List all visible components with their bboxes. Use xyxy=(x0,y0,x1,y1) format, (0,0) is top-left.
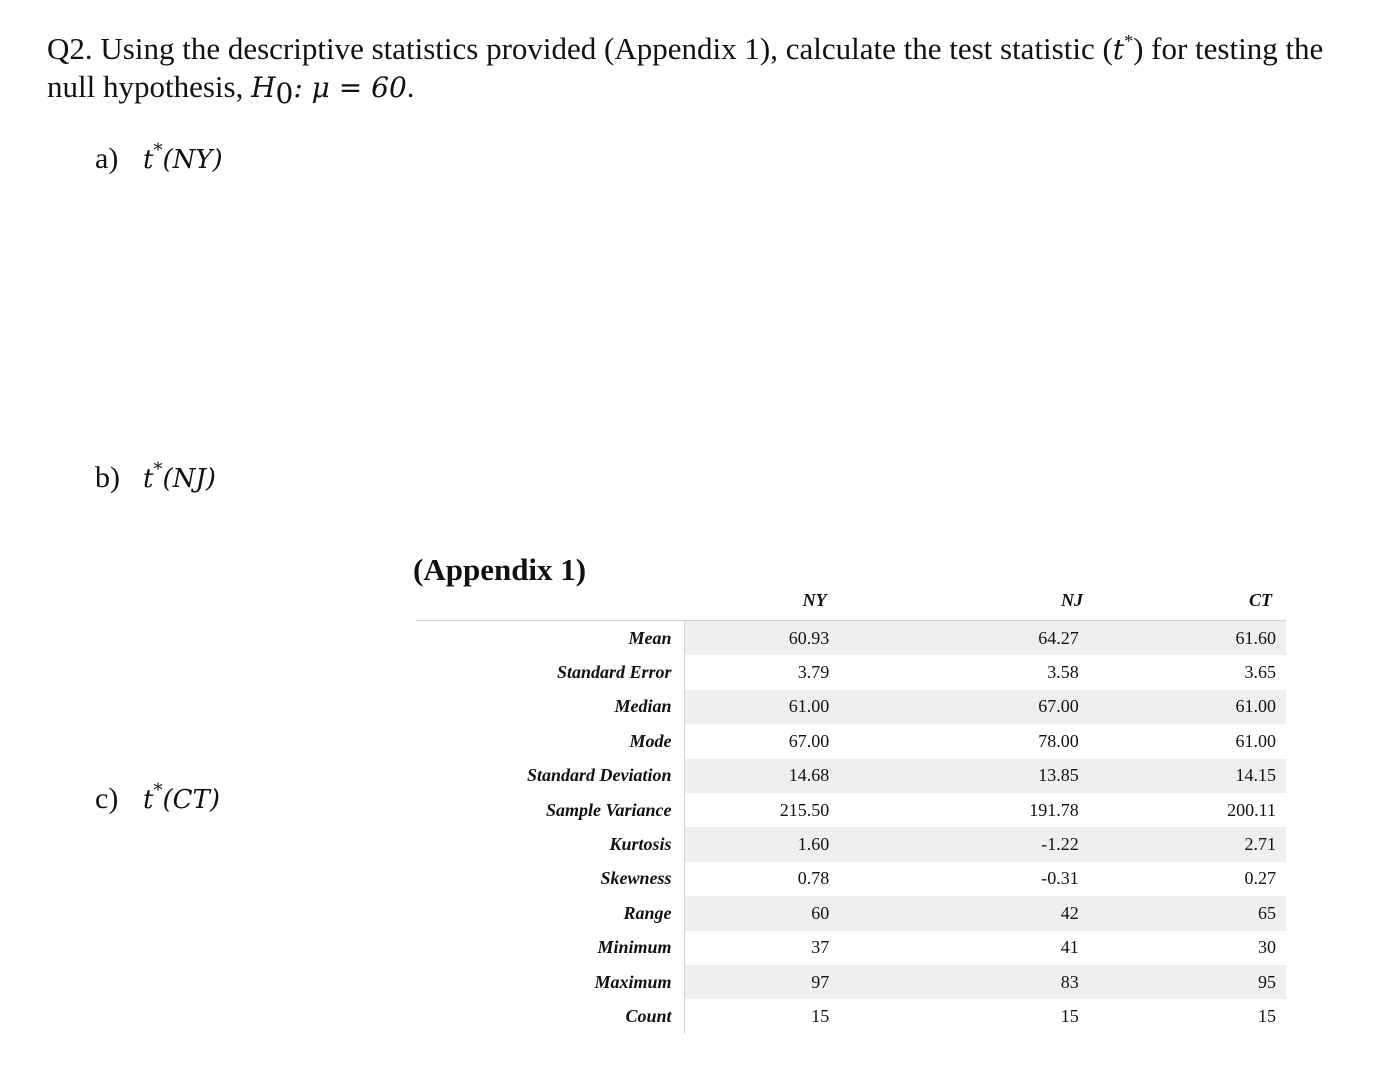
table-row xyxy=(416,759,1286,793)
cell-ct: 15 xyxy=(1258,1005,1276,1026)
question-intro: Q2. Using the descriptive statistics provided (Appendix 1), calculate the test statistic ( xyxy=(47,31,1113,66)
row-label: Mean xyxy=(416,621,684,656)
cell-ny: 1.60 xyxy=(684,827,925,861)
table-row xyxy=(416,655,1286,689)
cell-nj: 15 xyxy=(1060,1005,1079,1026)
cell-ct: 200.11 xyxy=(1227,799,1276,820)
table-header-row xyxy=(416,580,1286,621)
row-label: Kurtosis xyxy=(416,827,684,861)
table-row xyxy=(416,793,1286,827)
cell-nj: -1.22 xyxy=(925,827,1189,861)
hypothesis-value: : μ = 60 xyxy=(293,71,407,104)
cell-nj: 64.27 xyxy=(925,621,1189,656)
row-label: Sample Variance xyxy=(416,793,684,827)
cell-ct: 95 xyxy=(1189,965,1286,999)
row-label: Mode xyxy=(416,724,684,758)
cell-nj: 78.00 xyxy=(1038,730,1079,751)
row-label: Count xyxy=(416,999,684,1033)
table-row xyxy=(416,621,1286,656)
cell-ny: 97 xyxy=(684,965,925,999)
cell-ny: 3.79 xyxy=(797,662,830,683)
cell-ny: 14.68 xyxy=(684,759,925,793)
table-row xyxy=(416,724,1286,758)
cell-ny: 67.00 xyxy=(788,730,830,751)
table-corner xyxy=(416,580,684,621)
part-a-expression: t*(NY) xyxy=(143,140,223,175)
table-row xyxy=(416,690,1286,724)
cell-ct: 61.00 xyxy=(1235,730,1276,751)
cell-nj: 3.58 xyxy=(1047,662,1079,683)
cell-ct: 0.27 xyxy=(1244,868,1276,889)
t-star: * xyxy=(1124,31,1134,51)
h-symbol: H xyxy=(251,71,276,104)
cell-ny: 61.00 xyxy=(684,690,925,724)
cell-ct: 3.65 xyxy=(1244,662,1276,683)
row-label: Range xyxy=(416,896,684,930)
row-label: Maximum xyxy=(416,965,684,999)
table-row xyxy=(416,965,1286,999)
part-c xyxy=(95,782,220,817)
part-c-expression: t*(CT) xyxy=(143,780,220,815)
part-a xyxy=(95,142,223,177)
h-subscript: 0 xyxy=(275,77,294,110)
cell-ct: 61.00 xyxy=(1189,690,1286,724)
cell-ct: 14.15 xyxy=(1189,759,1286,793)
cell-ny: 0.78 xyxy=(797,868,830,889)
cell-ct: 2.71 xyxy=(1189,827,1286,861)
table-row xyxy=(416,862,1286,896)
row-label: Standard Deviation xyxy=(416,759,684,793)
question-text xyxy=(47,30,1347,110)
question-end: . xyxy=(406,69,415,104)
cell-ny: 37 xyxy=(811,937,830,958)
column-header-ny: NY xyxy=(802,589,827,610)
cell-ny: 215.50 xyxy=(779,799,830,820)
part-b xyxy=(95,461,216,496)
cell-nj: 41 xyxy=(1060,937,1079,958)
question-middle: ) for testing the null hypothesis, xyxy=(47,31,1324,104)
cell-ny: 15 xyxy=(811,1005,830,1026)
cell-ct: 61.60 xyxy=(1189,621,1286,656)
table-row xyxy=(416,896,1286,930)
table-row xyxy=(416,827,1286,861)
table-row xyxy=(416,999,1286,1033)
cell-ct: 65 xyxy=(1189,896,1286,930)
cell-ct: 30 xyxy=(1258,937,1276,958)
cell-nj: 191.78 xyxy=(1029,799,1079,820)
column-header-ct: CT xyxy=(1248,589,1272,610)
part-b-letter: b) xyxy=(95,461,120,494)
row-label: Minimum xyxy=(416,931,684,965)
cell-nj: 83 xyxy=(925,965,1189,999)
part-b-expression: t*(NJ) xyxy=(143,459,216,494)
column-header-nj: NJ xyxy=(1060,589,1083,610)
t-symbol: t xyxy=(1112,33,1125,66)
cell-ny: 60.93 xyxy=(684,621,925,656)
cell-nj: 67.00 xyxy=(925,690,1189,724)
cell-nj: -0.31 xyxy=(1041,868,1079,889)
appendix-title: (Appendix 1) xyxy=(413,552,587,587)
part-a-letter: a) xyxy=(95,142,119,175)
cell-nj: 42 xyxy=(925,896,1189,930)
table-row xyxy=(416,931,1286,965)
part-c-letter: c) xyxy=(95,782,119,815)
row-label: Standard Error xyxy=(416,655,684,689)
row-label: Skewness xyxy=(416,862,684,896)
cell-ny: 60 xyxy=(684,896,925,930)
row-label: Median xyxy=(416,690,684,724)
descriptive-stats-table xyxy=(416,580,1286,1034)
cell-nj: 13.85 xyxy=(925,759,1189,793)
